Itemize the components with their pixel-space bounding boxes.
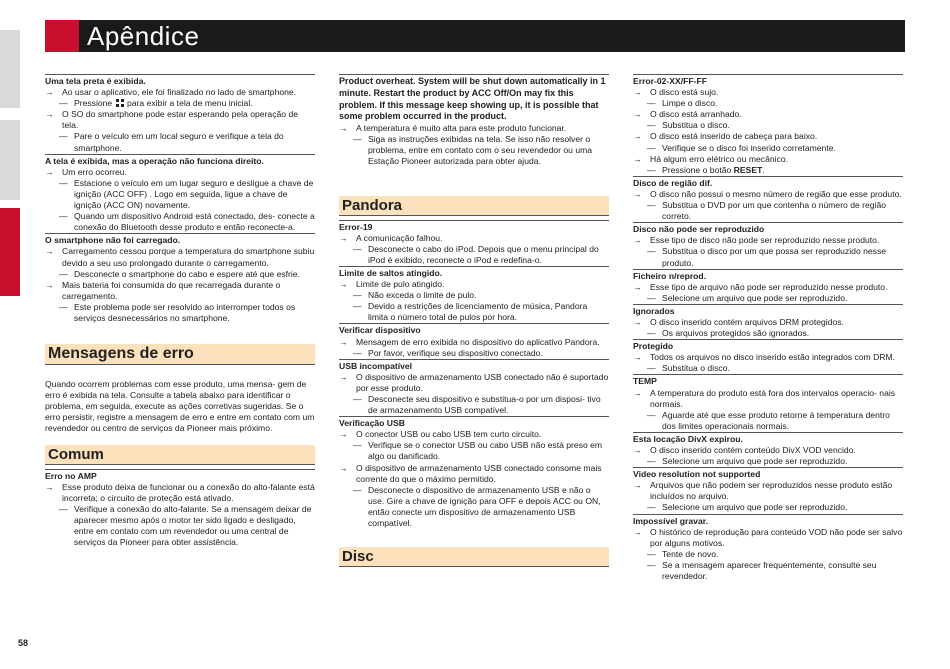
action-line: [633, 98, 903, 109]
line-text: Mensagem de erro exibida no dispositivo do aplicativo Pandora.: [356, 336, 600, 347]
line-text: O disco está inserido de cabeça para baixo.: [650, 131, 818, 142]
dash-marker: —: [647, 200, 656, 211]
dash-marker: —: [59, 301, 68, 312]
arrow-icon: →: [339, 123, 348, 134]
line-text-pre: Pressione o botão: [662, 164, 732, 175]
block-title: Error-02-XX/FF-FF: [633, 76, 708, 86]
line-text: Estacione o veículo em um lugar seguro e desligue a chave de ignição (ACC OFF) . Logo em seguida, ligue a chave de ignição (ACC ON) novamente.: [74, 177, 314, 211]
block-title: Verificar dispositivo: [339, 325, 421, 336]
arrow-icon: →: [633, 235, 642, 246]
title-rule: [339, 359, 609, 360]
action-line: [633, 363, 903, 374]
line-text: O disco inserido contém arquivos DRM protegidos.: [650, 316, 844, 327]
line-text: O dispositivo de armazenamento USB conectado não é suportado por esse produto.: [356, 371, 609, 393]
cause-line: [339, 463, 609, 485]
line-text: O dispositivo de armazenamento USB conectado consome mais corrente do que o máximo permitido.: [356, 462, 602, 484]
title-rule: [633, 432, 903, 433]
cause-line: [339, 123, 609, 134]
dash-marker: —: [647, 456, 656, 467]
arrow-icon: →: [633, 131, 642, 142]
line-text: Este problema pode ser resolvido ao interromper todos os serviços desnecessários no smartphone.: [74, 301, 296, 323]
block-title: TEMP: [633, 376, 657, 387]
block-title: Esta locação DivX expirou.: [633, 433, 743, 444]
dash-marker: —: [59, 268, 68, 279]
line-text: Siga as instruções exibidas na tela. Se isso não resolver o problema, entre em contato com o seu revendedor ou uma Estação Pioneer autorizada para obter ajuda.: [368, 134, 593, 167]
dash-marker: —: [59, 177, 68, 188]
line-text: Desconecte o smartphone do cabo e espere até que esfrie.: [74, 268, 300, 279]
line-text: A temperatura é muito alta para este produto funcionar.: [356, 123, 567, 134]
dash-marker: —: [353, 484, 362, 495]
action-line: [45, 302, 315, 324]
line-text: Devido a restrições de licenciamento de música, Pandora limita o número total de pulos por hora.: [368, 301, 588, 323]
title-rule: [45, 154, 315, 155]
action-line: [45, 131, 315, 153]
line-text: Substitua o disco por um que possa ser reproduzido nesse produto.: [662, 246, 887, 268]
line-text: O conector USB ou cabo USB tem curto circuito.: [356, 429, 542, 440]
section-disc: Disc: [339, 547, 609, 567]
dash-marker: —: [647, 292, 656, 303]
line-text: O histórico de reprodução para conteúdo VOD não pode ser salvo por alguns motivos.: [650, 526, 903, 548]
arrow-icon: →: [45, 481, 54, 492]
column-3: [633, 74, 903, 582]
action-line: [339, 244, 609, 266]
line-text: Substitua o disco.: [662, 120, 730, 131]
block-title: Product overheat. System will be shut down automatically in 1 minute. Restart the product by ACC Off/On may fix this problem. If this message keep showing up, it is possible that some problem occurred in the product.: [339, 76, 606, 122]
title-rule: [339, 74, 609, 75]
line-text: Limpe o disco.: [662, 98, 718, 109]
arrow-icon: →: [45, 87, 54, 98]
section-mensagens-de-erro: Mensagens de erro: [45, 344, 315, 365]
cause-line: [633, 282, 903, 293]
dash-marker: —: [647, 98, 656, 109]
line-text: Arquivos que não podem ser reproduzidos nesse produto estão incluídos no arquivo.: [650, 480, 893, 502]
page-number: 58: [18, 638, 29, 648]
arrow-icon: →: [633, 480, 642, 491]
title-rule: [633, 339, 903, 340]
dash-marker: —: [59, 98, 68, 109]
block-title: Error-19: [339, 221, 373, 232]
line-text: O SO do smartphone pode estar esperando pela operação de tela.: [62, 109, 299, 131]
dash-marker: —: [353, 301, 362, 312]
arrow-icon: →: [339, 232, 348, 243]
arrow-icon: →: [633, 281, 642, 292]
block-title: Limite de saltos atingido.: [339, 267, 443, 278]
line-text: Verifique se o disco foi inserido corretamente.: [662, 142, 836, 153]
title-rule: [633, 374, 903, 375]
line-text: Selecione um arquivo que pode ser reproduzido.: [662, 502, 848, 513]
line-text: Aguarde até que esse produto retorne à temperatura dentro dos limites operacionais normais.: [662, 409, 890, 431]
action-line: [339, 485, 609, 529]
line-text: Carregamento cessou porque a temperatura do smartphone subiu devido a seu uso prolongado durante o carregamento.: [62, 246, 315, 268]
block-title: A tela é exibida, mas a operação não funciona direito.: [45, 155, 264, 166]
action-line: [339, 301, 609, 323]
line-text-bold: RESET: [733, 164, 763, 175]
cause-line: [45, 109, 315, 131]
arrow-icon: →: [633, 153, 642, 164]
line-text-pre: Pressione: [74, 98, 113, 109]
cause-line: [45, 87, 315, 98]
line-text: Ao usar o aplicativo, ele foi finalizado no lado de smartphone.: [62, 87, 297, 98]
title-rule: [45, 469, 315, 470]
action-line: [633, 549, 903, 560]
arrow-icon: →: [633, 109, 642, 120]
page-header: [45, 20, 905, 52]
action-line: [633, 456, 903, 467]
line-text: Selecione um arquivo que pode ser reproduzido.: [662, 456, 848, 467]
column-1: [45, 74, 315, 548]
cause-line: [633, 131, 903, 142]
cause-line: [339, 233, 609, 244]
cause-line: [633, 87, 903, 98]
title-rule: [633, 176, 903, 177]
line-text: Por favor, verifique seu dispositivo conectado.: [368, 347, 543, 358]
action-line: [45, 269, 315, 280]
arrow-icon: →: [45, 246, 54, 257]
dash-marker: —: [647, 120, 656, 131]
title-rule: [633, 74, 903, 75]
cause-line: [45, 167, 315, 178]
arrow-icon: →: [45, 279, 54, 290]
line-text-post: .: [762, 164, 765, 175]
cause-line: [339, 429, 609, 440]
action-line: [633, 502, 903, 513]
title-rule: [633, 269, 903, 270]
action-line: [633, 200, 903, 222]
column-2: [339, 74, 609, 571]
dash-marker: —: [59, 211, 68, 222]
action-line: [339, 348, 609, 359]
block-title: USB incompatível: [339, 360, 413, 371]
line-text: Se a mensagem aparecer frequentemente, consulte seu revendedor.: [662, 559, 877, 582]
section-pandora: Pandora: [339, 196, 609, 216]
line-text: O disco está arranhado.: [650, 109, 742, 120]
line-text: Um erro ocorreu.: [62, 166, 127, 177]
dash-marker: —: [647, 548, 656, 559]
block-title: Uma tela preta é exibida.: [45, 76, 146, 86]
action-line: [633, 246, 903, 268]
section-comum: Comum: [45, 445, 315, 465]
line-text: A temperatura do produto está fora dos intervalos operacio- nais normais.: [650, 387, 896, 409]
arrow-icon: →: [45, 166, 54, 177]
action-line: [339, 290, 609, 301]
line-text: Esse tipo de disco não pode ser reproduzido nesse produto.: [650, 235, 880, 246]
block-title: Disco não pode ser reproduzido: [633, 224, 765, 235]
side-tab-2: [0, 120, 20, 200]
title-rule: [633, 467, 903, 468]
cause-line: [633, 109, 903, 120]
action-line: [45, 211, 315, 233]
arrow-icon: →: [633, 352, 642, 363]
title-rule: [339, 416, 609, 417]
line-text: Verifique a conexão do alto-falante. Se a mensagem deixar de aparecer mesmo após o motor ter sido ligado e desligado, entre em contato com um revendedor ou uma central de serviços da Pioneer para obter assistência.: [74, 503, 312, 548]
arrow-icon: →: [339, 336, 348, 347]
action-line: [45, 504, 315, 548]
dash-marker: —: [353, 393, 362, 404]
line-text: Não exceda o limite de pulo.: [368, 290, 477, 301]
action-line: [633, 165, 903, 176]
line-text: O disco inserido contém conteúdo DivX VOD vencido.: [650, 445, 856, 455]
action-line: [633, 410, 903, 432]
action-line: [633, 328, 903, 339]
arrow-icon: →: [633, 526, 642, 537]
cause-line: [339, 337, 609, 348]
title-rule: [45, 233, 315, 234]
line-text: Mais bateria foi consumida do que recarregada durante o carregamento.: [62, 279, 281, 301]
dash-marker: —: [353, 440, 362, 451]
line-text: A comunicação falhou.: [356, 232, 443, 243]
cause-line: [633, 388, 903, 410]
action-line: [339, 394, 609, 416]
action-line: [339, 134, 609, 167]
line-text: Esse tipo de arquivo não pode ser reproduzido nesse produto.: [650, 281, 888, 292]
header-accent: [45, 20, 79, 52]
arrow-icon: →: [339, 371, 348, 382]
cause-line: [45, 482, 315, 504]
dash-marker: —: [353, 243, 362, 254]
cause-line: [633, 317, 903, 328]
arrow-icon: →: [633, 188, 642, 199]
dash-marker: —: [353, 347, 362, 358]
arrow-icon: →: [339, 429, 348, 440]
block-title: Impossível gravar.: [633, 515, 708, 526]
line-text: Tente de novo.: [662, 548, 719, 559]
dash-marker: —: [647, 142, 656, 153]
action-line: [45, 98, 315, 109]
title-rule: [633, 222, 903, 223]
arrow-icon: →: [633, 316, 642, 327]
dash-marker: —: [647, 363, 656, 374]
action-line: [633, 293, 903, 304]
dash-marker: —: [353, 290, 362, 301]
line-text: Quando um dispositivo Android está conectado, des- conecte a conexão do Bluetooth desse produto e então reconecte-a.: [74, 211, 315, 233]
cause-line: [45, 246, 315, 268]
line-text: Verifique se o conector USB ou cabo USB não está preso em algo ou danificado.: [368, 440, 603, 462]
cause-line: [633, 189, 903, 200]
line-text: Substitua o DVD por um que contenha o número de região correto.: [662, 200, 887, 222]
block-title: Erro no AMP: [45, 470, 97, 481]
block-title: O smartphone não foi carregado.: [45, 235, 181, 246]
side-tab-3-active: [0, 208, 20, 296]
line-text: Os arquivos protegidos são ignorados.: [662, 328, 810, 339]
cause-line: [339, 279, 609, 290]
action-line: [633, 560, 903, 582]
cause-line: [633, 154, 903, 165]
block-title: Ignorados: [633, 305, 675, 316]
line-text: Há algum erro elétrico ou mecânico.: [650, 153, 789, 164]
block-title: Verificação USB: [339, 418, 405, 429]
block-title: Ficheiro n/reprod.: [633, 270, 707, 281]
block-title: Protegido: [633, 341, 674, 352]
line-text: O disco não possui o mesmo número de região que esse produto.: [650, 188, 902, 199]
dash-marker: —: [647, 559, 656, 570]
action-line: [339, 440, 609, 462]
block-title: Video resolution not supported: [633, 469, 761, 480]
line-text: Desconecte seu dispositivo e substitua-o por um disposi- tivo de armazenamento USB compatível.: [368, 393, 601, 416]
side-tab-1: [0, 30, 20, 108]
title-rule: [45, 74, 315, 75]
cause-line: [633, 480, 903, 502]
arrow-icon: →: [339, 279, 348, 290]
dash-marker: —: [647, 328, 656, 339]
block-title: Disco de região dif.: [633, 177, 713, 188]
line-text: Todos os arquivos no disco inserido estão integrados com DRM.: [650, 352, 896, 363]
title-rule: [339, 266, 609, 267]
title-rule: [633, 304, 903, 305]
title-rule: [633, 514, 903, 515]
cause-line: [45, 280, 315, 302]
intro-paragraph: Quando ocorrem problemas com esse produto, uma mensa- gem de erro é exibida na tela. Consulte a tabela abaixo para identificar o problema, em seguida, execute as ações corretivas sugeridas. Se o erro persistir, registre a mensagem de erro e entre em contato com um revendedor ou centro de serviços da Pioneer mais próximo.: [45, 379, 315, 434]
line-text-post: para exibir a tela de menu inicial.: [127, 98, 253, 109]
cause-line: [633, 527, 903, 549]
dash-marker: —: [59, 131, 68, 142]
line-text: Desconecte o cabo do iPod. Depois que o menu principal do iPod é exibido, reconecte o iPod e redefina-o.: [368, 243, 599, 265]
title-rule: [339, 220, 609, 221]
arrow-icon: →: [45, 109, 54, 120]
line-text: Limite de pulo atingido.: [356, 279, 445, 290]
home-grid-icon: [116, 99, 124, 107]
action-line: [633, 120, 903, 131]
line-text: O disco está sujo.: [650, 87, 719, 98]
dash-marker: —: [647, 164, 656, 175]
line-text: Pare o veículo em um local seguro e verifique a tela do smartphone.: [74, 131, 284, 153]
cause-line: [633, 235, 903, 246]
title-rule: [339, 323, 609, 324]
cause-line: [339, 372, 609, 394]
page-title: Apêndice: [87, 21, 200, 51]
dash-marker: —: [647, 502, 656, 513]
dash-marker: —: [59, 503, 68, 514]
cause-line: [633, 445, 903, 456]
action-line: [633, 143, 903, 154]
line-text: Substitua o disco.: [662, 363, 730, 374]
action-line: [45, 178, 315, 211]
dash-marker: —: [353, 134, 362, 145]
dash-marker: —: [647, 409, 656, 420]
arrow-icon: →: [633, 387, 642, 398]
cause-line: [633, 352, 903, 363]
line-text: Selecione um arquivo que pode ser reproduzido.: [662, 292, 848, 303]
line-text: Esse produto deixa de funcionar ou a conexão do alto-falante está incorreta; o circuito de proteção está ativado.: [62, 481, 315, 503]
arrow-icon: →: [633, 87, 642, 98]
dash-marker: —: [647, 246, 656, 257]
arrow-icon: →: [633, 445, 642, 455]
arrow-icon: →: [339, 462, 348, 473]
line-text: Desconecte o dispositivo de armazenamento USB e não o use. Gire a chave de ignição para OFF e depois ACC ou ON, então conecte um dispositivo de armazenamento USB compatível.: [368, 484, 601, 528]
